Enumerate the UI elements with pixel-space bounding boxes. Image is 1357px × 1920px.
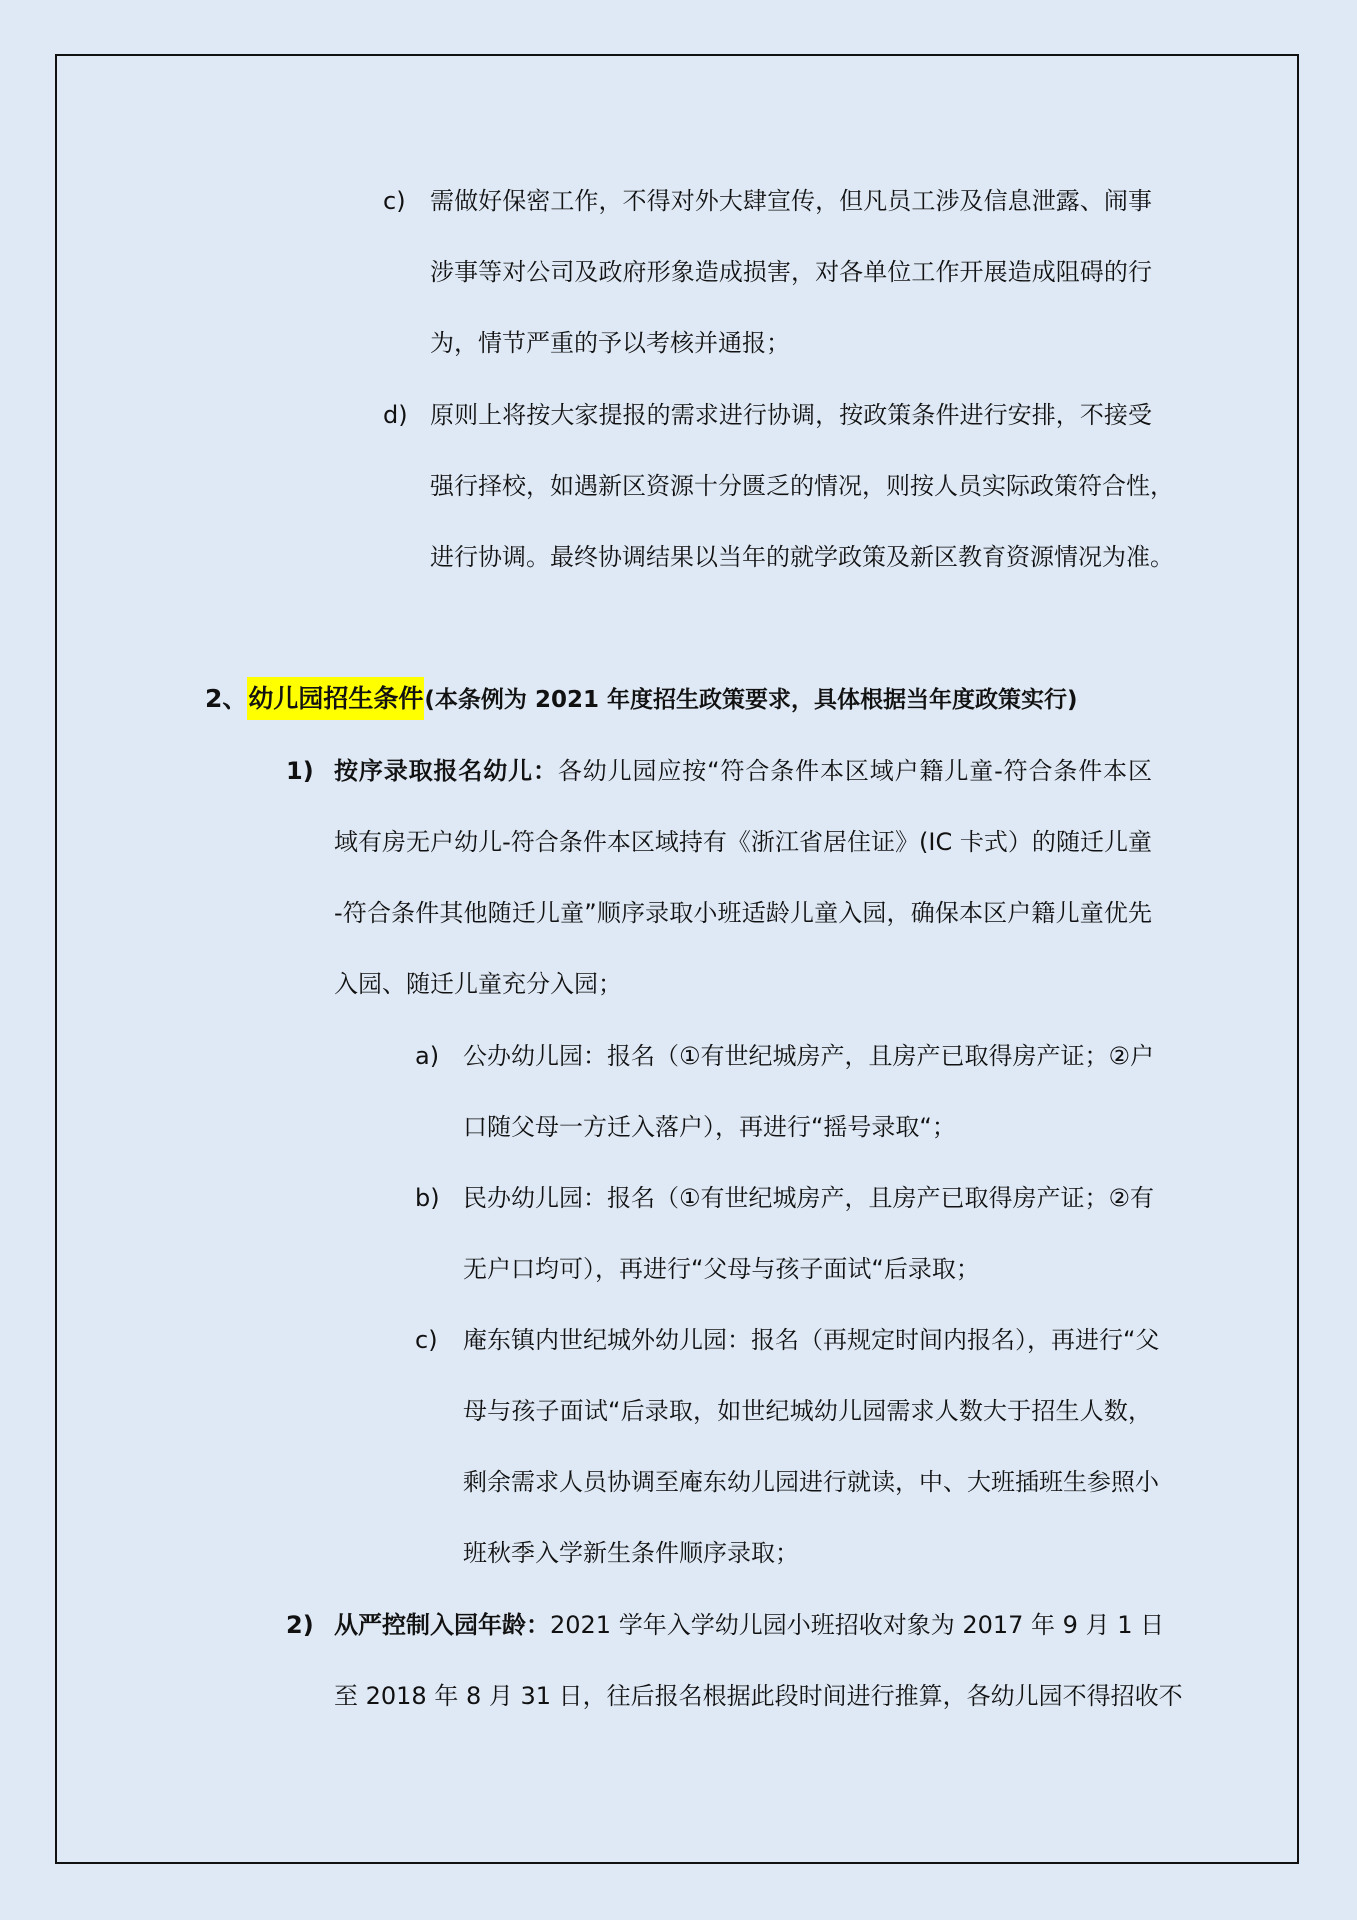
item-marker: 1) xyxy=(286,757,314,785)
item-line xyxy=(334,1608,1165,1642)
list-item-line: 为，情节严重的予以考核并通报； xyxy=(430,329,790,357)
item-text: 各幼儿园应按“符合条件本区域户籍儿童-符合条件本区 xyxy=(557,757,1153,785)
subitem-line: 口随父母一方迁入落户），再进行“摇号录取“； xyxy=(463,1113,956,1141)
item-text: 2021 学年入学幼儿园小班招收对象为 2017 年 9 月 1 日 xyxy=(550,1611,1165,1639)
section-number: 2、 xyxy=(205,684,248,713)
list-item-line: 进行协调。最终协调结果以当年的就学政策及新区教育资源情况为准。 xyxy=(430,543,1174,571)
item-marker: 2) xyxy=(286,1611,314,1639)
subitem-line: 班秋季入学新生条件顺序录取； xyxy=(463,1539,799,1567)
item-lead: 按序录取报名幼儿： xyxy=(334,757,558,785)
list-item-line: 原则上将按大家提报的需求进行协调，按政策条件进行安排，不接受 xyxy=(430,401,1152,429)
subitem-marker: a) xyxy=(415,1042,440,1070)
subitem-line: 母与孩子面试“后录取，如世纪城幼儿园需求人数大于招生人数， xyxy=(463,1397,1152,1425)
item-line: 域有房无户幼儿-符合条件本区域持有《浙江省居住证》(IC 卡式）的随迁儿童 xyxy=(334,828,1152,856)
subitem-marker: c) xyxy=(415,1326,438,1354)
item-line xyxy=(334,754,1152,788)
section-title: 幼儿园招生条件 xyxy=(247,677,424,720)
section-note: (本条例为 2021 年度招生政策要求，具体根据当年度政策实行) xyxy=(424,687,1078,713)
item-lead: 从严控制入园年龄： xyxy=(334,1611,550,1639)
item-line: -符合条件其他随迁儿童”顺序录取小班适龄儿童入园，确保本区户籍儿童优先 xyxy=(334,899,1152,927)
subitem-line: 民办幼儿园：报名（①有世纪城房产，且房产已取得房产证；②有 xyxy=(463,1184,1155,1212)
list-marker: c) xyxy=(383,187,406,215)
list-item-line: 涉事等对公司及政府形象造成损害，对各单位工作开展造成阻碍的行 xyxy=(430,258,1152,286)
subitem-line: 无户口均可），再进行“父母与孩子面试“后录取； xyxy=(463,1255,980,1283)
list-item-line: 需做好保密工作，不得对外大肆宣传，但凡员工涉及信息泄露、闹事 xyxy=(430,187,1152,215)
subitem-marker: b) xyxy=(415,1184,440,1212)
list-item-line: 强行择校，如遇新区资源十分匮乏的情况，则按人员实际政策符合性， xyxy=(430,472,1174,500)
list-marker: d) xyxy=(383,401,408,429)
subitem-line: 剩余需求人员协调至庵东幼儿园进行就读，中、大班插班生参照小 xyxy=(463,1468,1159,1496)
item-line: 入园、随迁儿童充分入园； xyxy=(334,970,622,998)
subitem-line: 庵东镇内世纪城外幼儿园：报名（再规定时间内报名），再进行“父 xyxy=(463,1326,1160,1354)
subitem-line: 公办幼儿园：报名（①有世纪城房产，且房产已取得房产证；②户 xyxy=(463,1042,1155,1070)
section-heading xyxy=(205,682,1077,717)
item-line: 至 2018 年 8 月 31 日，往后报名根据此段时间进行推算，各幼儿园不得招收不 xyxy=(334,1682,1183,1710)
